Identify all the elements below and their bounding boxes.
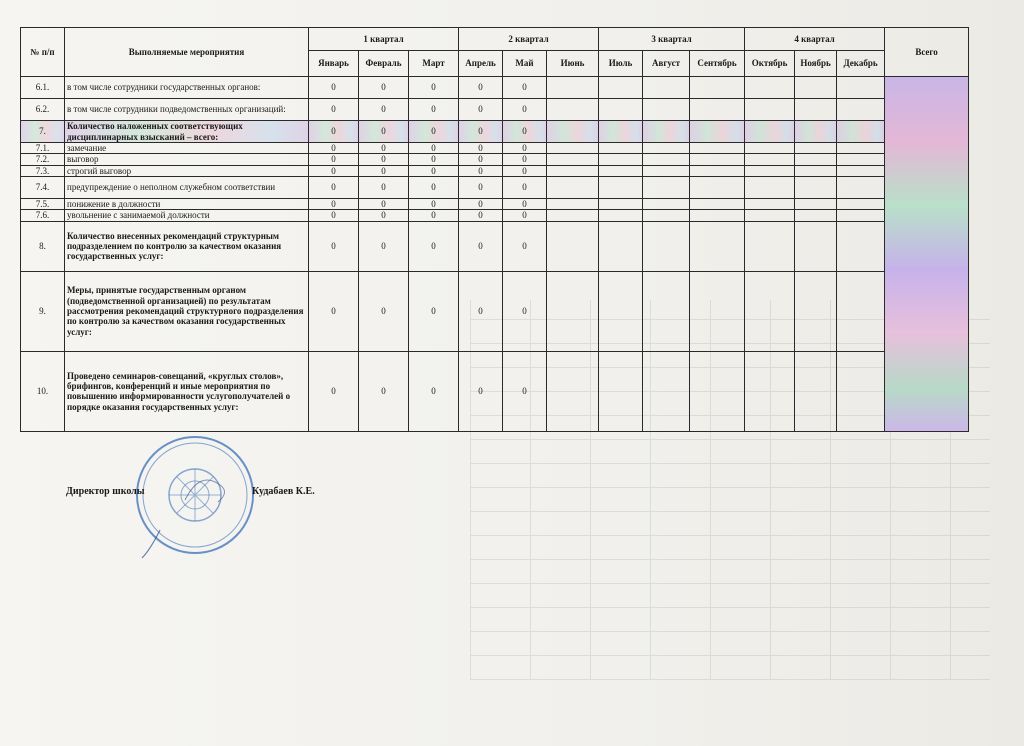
month-value-cell: 0 bbox=[309, 143, 359, 154]
header-month: Июль bbox=[599, 51, 643, 77]
row-activity: увольнение с занимаемой должности bbox=[65, 210, 309, 221]
header-month: Ноябрь bbox=[795, 51, 837, 77]
month-value-cell bbox=[690, 121, 745, 143]
table-row bbox=[21, 199, 969, 210]
month-value-cell bbox=[690, 177, 745, 199]
month-value-cell bbox=[643, 165, 690, 176]
month-value-cell: 0 bbox=[459, 177, 503, 199]
month-value-cell: 0 bbox=[309, 221, 359, 271]
row-number: 6.1. bbox=[21, 77, 65, 99]
month-value-cell: 0 bbox=[409, 177, 459, 199]
row-activity: в том числе сотрудники государственных органов: bbox=[65, 77, 309, 99]
month-value-cell: 0 bbox=[459, 351, 503, 431]
month-value-cell: 0 bbox=[309, 199, 359, 210]
row-number: 7.4. bbox=[21, 177, 65, 199]
month-value-cell bbox=[837, 351, 885, 431]
month-value-cell bbox=[643, 177, 690, 199]
month-value-cell bbox=[599, 351, 643, 431]
month-value-cell bbox=[547, 121, 599, 143]
row-number: 8. bbox=[21, 221, 65, 271]
month-value-cell bbox=[745, 199, 795, 210]
month-value-cell bbox=[690, 210, 745, 221]
row-activity: Количество наложенных соответствующих дисциплинарных взысканий – всего: bbox=[65, 121, 309, 143]
row-activity: предупреждение о неполном служебном соответствии bbox=[65, 177, 309, 199]
month-value-cell: 0 bbox=[409, 210, 459, 221]
table-body bbox=[21, 77, 969, 432]
month-value-cell: 0 bbox=[359, 121, 409, 143]
month-value-cell bbox=[837, 121, 885, 143]
month-value-cell bbox=[599, 99, 643, 121]
month-value-cell bbox=[795, 99, 837, 121]
month-value-cell bbox=[599, 165, 643, 176]
month-value-cell bbox=[745, 154, 795, 165]
table-row bbox=[21, 99, 969, 121]
month-value-cell bbox=[795, 77, 837, 99]
month-value-cell bbox=[547, 143, 599, 154]
month-value-cell bbox=[795, 121, 837, 143]
month-value-cell bbox=[745, 221, 795, 271]
month-value-cell: 0 bbox=[309, 165, 359, 176]
header-month: Январь bbox=[309, 51, 359, 77]
month-value-cell: 0 bbox=[309, 154, 359, 165]
header-activity: Выполняемые мероприятия bbox=[65, 28, 309, 77]
month-value-cell bbox=[547, 77, 599, 99]
month-value-cell bbox=[795, 210, 837, 221]
month-value-cell: 0 bbox=[309, 177, 359, 199]
table-row bbox=[21, 154, 969, 165]
month-value-cell: 0 bbox=[503, 177, 547, 199]
month-value-cell bbox=[643, 154, 690, 165]
month-value-cell: 0 bbox=[503, 351, 547, 431]
header-month: Май bbox=[503, 51, 547, 77]
header-month: Апрель bbox=[459, 51, 503, 77]
month-value-cell bbox=[795, 165, 837, 176]
month-value-cell bbox=[837, 154, 885, 165]
month-value-cell bbox=[795, 154, 837, 165]
month-value-cell bbox=[599, 154, 643, 165]
row-number: 7.6. bbox=[21, 210, 65, 221]
director-title: Директор школы bbox=[66, 486, 145, 497]
month-value-cell bbox=[599, 77, 643, 99]
round-seal-stamp bbox=[130, 430, 260, 560]
table-row bbox=[21, 77, 969, 99]
row-number: 7.1. bbox=[21, 143, 65, 154]
row-activity: Проведено семинаров-совещаний, «круглых столов», брифингов, конференций и иные мероприятия по повышению информированности услугополучателей о порядке оказания государственных услуг: bbox=[65, 351, 309, 431]
month-value-cell bbox=[599, 210, 643, 221]
month-value-cell bbox=[745, 99, 795, 121]
month-value-cell bbox=[547, 210, 599, 221]
month-value-cell: 0 bbox=[309, 210, 359, 221]
month-value-cell: 0 bbox=[503, 165, 547, 176]
month-value-cell: 0 bbox=[459, 143, 503, 154]
month-value-cell: 0 bbox=[309, 121, 359, 143]
table-row bbox=[21, 221, 969, 271]
month-value-cell bbox=[745, 271, 795, 351]
month-value-cell bbox=[745, 165, 795, 176]
total-cell bbox=[885, 77, 969, 432]
month-value-cell bbox=[690, 154, 745, 165]
month-value-cell bbox=[837, 143, 885, 154]
month-value-cell: 0 bbox=[459, 121, 503, 143]
month-value-cell bbox=[690, 351, 745, 431]
month-value-cell bbox=[837, 99, 885, 121]
header-row-quarters bbox=[21, 28, 969, 51]
month-value-cell bbox=[690, 221, 745, 271]
table-row bbox=[21, 121, 969, 143]
month-value-cell: 0 bbox=[409, 165, 459, 176]
header-num: № п/п bbox=[21, 28, 65, 77]
month-value-cell bbox=[690, 271, 745, 351]
month-value-cell: 0 bbox=[503, 271, 547, 351]
header-month: Октябрь bbox=[745, 51, 795, 77]
month-value-cell: 0 bbox=[359, 177, 409, 199]
month-value-cell bbox=[745, 351, 795, 431]
month-value-cell bbox=[795, 351, 837, 431]
month-value-cell bbox=[745, 143, 795, 154]
month-value-cell: 0 bbox=[359, 143, 409, 154]
month-value-cell: 0 bbox=[359, 165, 409, 176]
month-value-cell bbox=[795, 199, 837, 210]
month-value-cell: 0 bbox=[309, 271, 359, 351]
month-value-cell: 0 bbox=[409, 77, 459, 99]
row-number: 9. bbox=[21, 271, 65, 351]
month-value-cell bbox=[547, 351, 599, 431]
month-value-cell bbox=[690, 143, 745, 154]
month-value-cell bbox=[643, 351, 690, 431]
month-value-cell: 0 bbox=[459, 210, 503, 221]
month-value-cell bbox=[599, 143, 643, 154]
table-row bbox=[21, 351, 969, 431]
month-value-cell: 0 bbox=[503, 99, 547, 121]
month-value-cell bbox=[599, 271, 643, 351]
month-value-cell: 0 bbox=[459, 165, 503, 176]
header-quarter-4: 4 квартал bbox=[745, 28, 885, 51]
table-row bbox=[21, 271, 969, 351]
header-month: Август bbox=[643, 51, 690, 77]
month-value-cell bbox=[745, 210, 795, 221]
month-value-cell: 0 bbox=[503, 210, 547, 221]
row-activity: в том числе сотрудники подведомственных организаций: bbox=[65, 99, 309, 121]
month-value-cell bbox=[643, 121, 690, 143]
month-value-cell: 0 bbox=[503, 143, 547, 154]
month-value-cell: 0 bbox=[503, 121, 547, 143]
row-activity: строгий выговор bbox=[65, 165, 309, 176]
header-month: Июнь bbox=[547, 51, 599, 77]
table-row bbox=[21, 210, 969, 221]
month-value-cell bbox=[599, 121, 643, 143]
month-value-cell bbox=[690, 199, 745, 210]
row-number: 7.2. bbox=[21, 154, 65, 165]
header-total: Всего bbox=[885, 28, 969, 77]
row-activity: выговор bbox=[65, 154, 309, 165]
month-value-cell bbox=[643, 221, 690, 271]
month-value-cell: 0 bbox=[359, 271, 409, 351]
month-value-cell bbox=[690, 99, 745, 121]
month-value-cell bbox=[643, 271, 690, 351]
month-value-cell bbox=[795, 177, 837, 199]
month-value-cell: 0 bbox=[409, 154, 459, 165]
header-month: Март bbox=[409, 51, 459, 77]
month-value-cell bbox=[795, 221, 837, 271]
row-number: 7.3. bbox=[21, 165, 65, 176]
month-value-cell bbox=[643, 143, 690, 154]
table-row bbox=[21, 177, 969, 199]
row-activity: понижение в должности bbox=[65, 199, 309, 210]
month-value-cell: 0 bbox=[459, 154, 503, 165]
month-value-cell: 0 bbox=[409, 199, 459, 210]
header-month: Декабрь bbox=[837, 51, 885, 77]
header-month: Сентябрь bbox=[690, 51, 745, 77]
month-value-cell bbox=[599, 221, 643, 271]
month-value-cell bbox=[795, 271, 837, 351]
month-value-cell bbox=[547, 99, 599, 121]
header-quarter-3: 3 квартал bbox=[599, 28, 745, 51]
director-name: Кудабаев К.Е. bbox=[252, 486, 315, 497]
month-value-cell bbox=[837, 210, 885, 221]
month-value-cell: 0 bbox=[459, 271, 503, 351]
month-value-cell bbox=[837, 271, 885, 351]
month-value-cell bbox=[547, 165, 599, 176]
month-value-cell: 0 bbox=[409, 351, 459, 431]
month-value-cell bbox=[547, 221, 599, 271]
month-value-cell: 0 bbox=[503, 77, 547, 99]
header-quarter-1: 1 квартал bbox=[309, 28, 459, 51]
month-value-cell: 0 bbox=[309, 77, 359, 99]
month-value-cell bbox=[643, 210, 690, 221]
month-value-cell bbox=[643, 99, 690, 121]
month-value-cell: 0 bbox=[359, 351, 409, 431]
month-value-cell bbox=[745, 77, 795, 99]
month-value-cell: 0 bbox=[503, 154, 547, 165]
report-table bbox=[20, 27, 969, 432]
month-value-cell bbox=[745, 121, 795, 143]
month-value-cell: 0 bbox=[459, 99, 503, 121]
month-value-cell: 0 bbox=[359, 154, 409, 165]
row-number: 7. bbox=[21, 121, 65, 143]
month-value-cell: 0 bbox=[459, 221, 503, 271]
row-number: 10. bbox=[21, 351, 65, 431]
month-value-cell: 0 bbox=[309, 99, 359, 121]
month-value-cell bbox=[690, 77, 745, 99]
row-number: 7.5. bbox=[21, 199, 65, 210]
month-value-cell: 0 bbox=[459, 77, 503, 99]
header-quarter-2: 2 квартал bbox=[459, 28, 599, 51]
month-value-cell bbox=[837, 165, 885, 176]
month-value-cell bbox=[837, 77, 885, 99]
month-value-cell bbox=[599, 199, 643, 210]
month-value-cell bbox=[837, 177, 885, 199]
row-activity: замечание bbox=[65, 143, 309, 154]
month-value-cell bbox=[837, 221, 885, 271]
month-value-cell: 0 bbox=[409, 221, 459, 271]
month-value-cell bbox=[599, 177, 643, 199]
row-number: 6.2. bbox=[21, 99, 65, 121]
month-value-cell: 0 bbox=[503, 221, 547, 271]
month-value-cell bbox=[547, 177, 599, 199]
month-value-cell bbox=[643, 199, 690, 210]
month-value-cell: 0 bbox=[359, 99, 409, 121]
month-value-cell: 0 bbox=[503, 199, 547, 210]
month-value-cell: 0 bbox=[409, 143, 459, 154]
month-value-cell bbox=[643, 77, 690, 99]
month-value-cell: 0 bbox=[359, 77, 409, 99]
month-value-cell bbox=[837, 199, 885, 210]
month-value-cell: 0 bbox=[459, 199, 503, 210]
month-value-cell bbox=[795, 143, 837, 154]
table-row bbox=[21, 165, 969, 176]
month-value-cell: 0 bbox=[359, 210, 409, 221]
month-value-cell bbox=[547, 271, 599, 351]
month-value-cell bbox=[547, 154, 599, 165]
month-value-cell: 0 bbox=[409, 99, 459, 121]
month-value-cell: 0 bbox=[309, 351, 359, 431]
month-value-cell bbox=[690, 165, 745, 176]
month-value-cell: 0 bbox=[359, 199, 409, 210]
row-activity: Меры, принятые государственным органом (подведомственной организацией) по результатам рассмотрения рекомендаций структурного подразделения по контролю за качеством оказания государственных услуг: bbox=[65, 271, 309, 351]
row-activity: Количество внесенных рекомендаций структурным подразделением по контролю за качеством оказания государственных услуг: bbox=[65, 221, 309, 271]
month-value-cell: 0 bbox=[409, 271, 459, 351]
month-value-cell bbox=[745, 177, 795, 199]
month-value-cell: 0 bbox=[409, 121, 459, 143]
header-month: Февраль bbox=[359, 51, 409, 77]
month-value-cell bbox=[547, 199, 599, 210]
month-value-cell: 0 bbox=[359, 221, 409, 271]
table-row bbox=[21, 143, 969, 154]
